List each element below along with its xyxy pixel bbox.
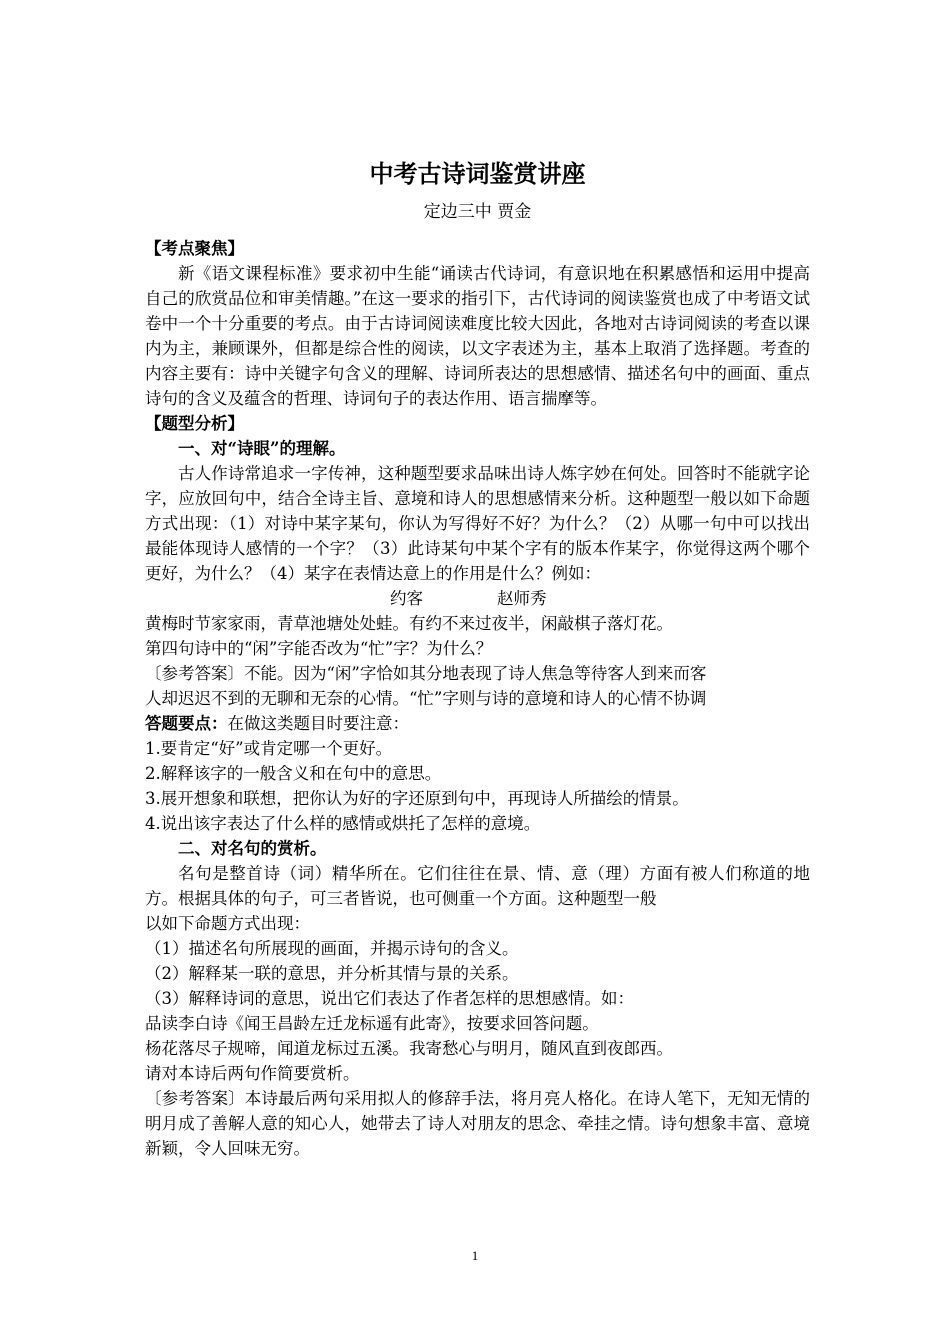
- poem2-intro: 品读李白诗《闻王昌龄左迁龙标遥有此寄》，按要求回答问题。: [145, 1014, 599, 1033]
- part1-paragraph: 古人作诗常追求一字传神，这种题型要求品味出诗人炼字妙在何处。回答时不能就字论字，应放回句中，结合全诗主旨、意境和诗人的思想感情来分析。这种题型一般以如下命题方式出现：（1）对诗中某字某句，你认为写得好不好？为什么？（2）从哪一句中可以找出最能体现诗人感情的一个字？（3）此诗某句中某个字有的版本作某字，你觉得这两个哪个更好，为什么？（4）某字在表情达意上的作用是什么？例如：: [145, 464, 810, 583]
- tip-item: 1.要肯定“好”或肯定哪一个更好。: [145, 739, 393, 758]
- question2: 请对本诗后两句作简要赏析。: [145, 1064, 360, 1083]
- poem2-text: 杨花落尽子规啼，闻道龙标过五溪。我寄愁心与明月，随风直到夜郎西。: [145, 1039, 673, 1058]
- document-page: [145, 150, 810, 1161]
- analysis-heading: 【题型分析】: [145, 414, 244, 433]
- part2-paragraph-cont: 以如下命题方式出现：: [145, 914, 310, 933]
- form-item: （3）解释诗词的意思，说出它们表达了作者怎样的思想感情。如：: [145, 989, 634, 1008]
- poem1-text: 黄梅时节家家雨，青草池塘处处蛙。有约不来过夜半，闲敲棋子落灯花。: [145, 614, 673, 633]
- answer1-line2: 人却迟迟不到的无聊和无奈的心情。“忙”字则与诗的意境和诗人的心情不协调: [145, 689, 707, 708]
- tips-label: 答题要点：: [145, 714, 228, 733]
- form-item: （1）描述名句所展现的画面，并揭示诗句的含义。: [145, 939, 519, 958]
- tips-line: [145, 711, 810, 736]
- part2-heading: 二、对名句的赏析。: [178, 839, 327, 858]
- tip-item: 2.解释该字的一般含义和在句中的意思。: [145, 764, 442, 783]
- question1: 第四句诗中的“闲”字能否改为“忙”字？为什么？: [145, 639, 493, 658]
- tip-item: 4.说出该字表达了什么样的感情或烘托了怎样的意境。: [145, 814, 541, 833]
- part1-heading: 一、对“诗眼”的理解。: [178, 439, 346, 458]
- poem1-title: 约客: [390, 589, 423, 608]
- poem1-header: [145, 586, 810, 611]
- part2-paragraph: 名句是整首诗（词）精华所在。它们往往在景、情、意（理）方面有被人们称道的地方。根据具体的句子，可三者皆说，也可侧重一个方面。这种题型一般: [145, 864, 810, 908]
- poem1-author: 赵师秀: [497, 589, 547, 608]
- answer1-line1: 〔参考答案〕不能。因为“闲”字恰如其分地表现了诗人焦急等待客人到来而客: [145, 664, 707, 683]
- tip-item: 3.展开想象和联想，把你认为好的字还原到句中，再现诗人所描绘的情景。: [145, 789, 689, 808]
- focus-heading: 【考点聚焦】: [145, 239, 244, 258]
- form-item: （2）解释某一联的意思，并分析其情与景的关系。: [145, 964, 519, 983]
- document-author: 定边三中 贾金: [423, 202, 532, 222]
- answer2: 〔参考答案〕本诗最后两句采用拟人的修辞手法，将月亮人格化。在诗人笔下，无知无情的明月成了善解人意的知心人，她带去了诗人对朋友的思念、牵挂之情。诗句想象丰富、意境新颖，令人回味无穷。: [145, 1089, 810, 1158]
- document-title: 中考古诗词鉴赏讲座: [369, 159, 586, 188]
- page-number: 1: [471, 1248, 479, 1263]
- focus-paragraph: 新《语文课程标准》要求初中生能“诵读古代诗词，有意识地在积累感悟和运用中提高自己的欣赏品位和审美情趣。”在这一要求的指引下，古代诗词的阅读鉴赏也成了中考语文试卷中一个十分重要的考点。由于古诗词阅读难度比较大因此，各地对古诗词阅读的考查以课内为主，兼顾课外，但都是综合性的阅读，以文字表述为主，基本上取消了选择题。考查的内容主要有：诗中关键字句含义的理解、诗词所表达的思想感情、描述名句中的画面、重点诗句的含义及蕴含的哲理、诗词句子的表达作用、语言揣摩等。: [145, 264, 810, 408]
- tips-text: 在做这类题目时要注意：: [227, 714, 409, 733]
